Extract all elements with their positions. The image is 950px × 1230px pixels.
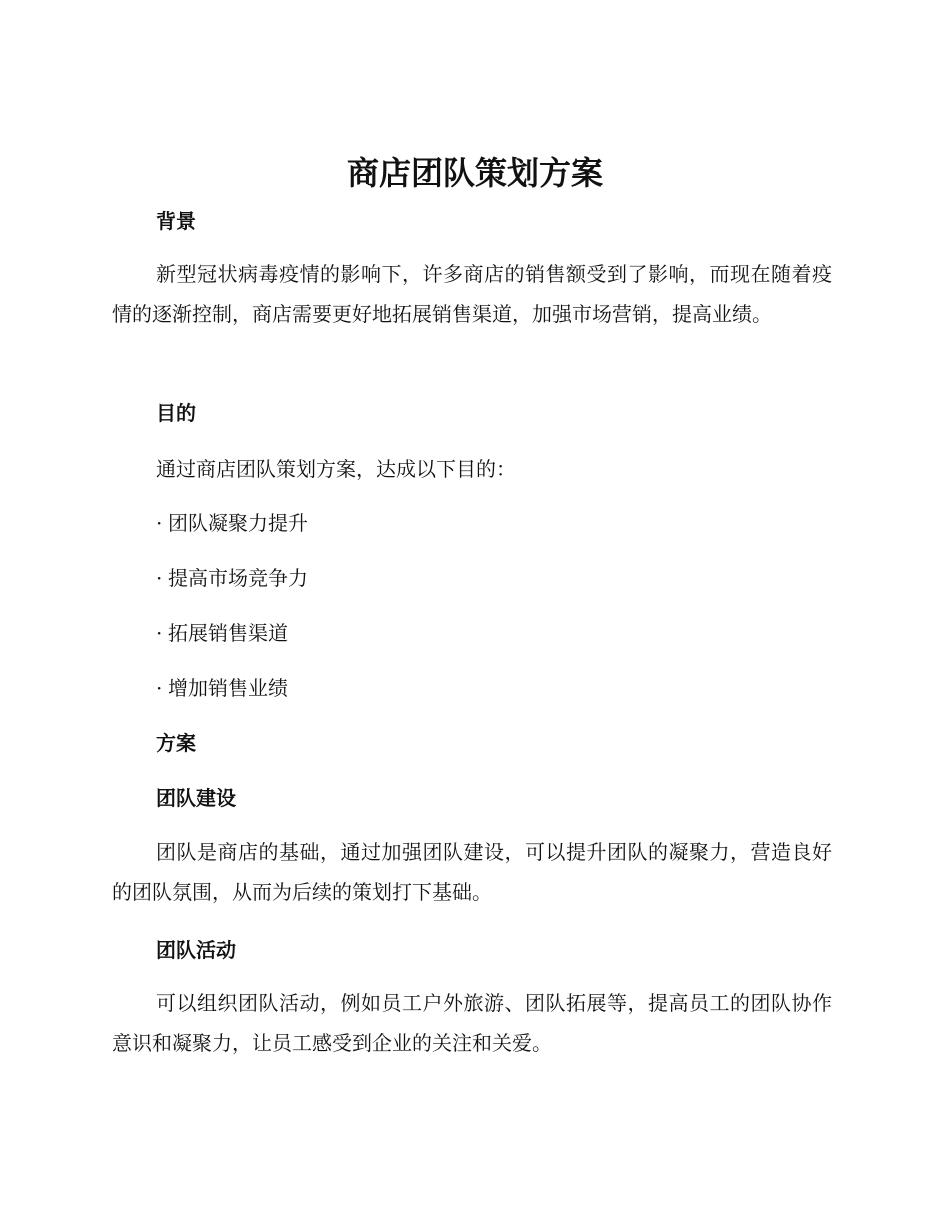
bullet-marker: · — [156, 511, 163, 535]
list-item-text: 提高市场竞争力 — [168, 566, 308, 590]
list-item — [156, 508, 308, 538]
heading-team-activity: 团队活动 — [156, 938, 236, 962]
paragraph-team-activity: 可以组织团队活动，例如员工户外旅游、团队拓展等，提高员工的团队协作意识和凝聚力，让员工感受到企业的关注和关爱。 — [112, 991, 832, 1055]
paragraph-background: 新型冠状病毒疫情的影响下，许多商店的销售额受到了影响，而现在随着疫情的逐渐控制，商店需要更好地拓展销售渠道，加强市场营销，提高业绩。 — [112, 262, 832, 326]
paragraph-team-building: 团队是商店的基础，通过加强团队建设，可以提升团队的凝聚力，营造良好的团队氛围，从而为后续的策划打下基础。 — [112, 840, 832, 904]
document-title: 商店团队策划方案 — [346, 154, 603, 192]
bullet-marker: · — [156, 676, 163, 700]
list-item — [156, 563, 308, 593]
heading-plan: 方案 — [156, 731, 196, 755]
list-item — [156, 673, 288, 703]
heading-purpose: 目的 — [156, 401, 196, 425]
heading-team-building: 团队建设 — [156, 786, 236, 810]
list-item-text: 增加销售业绩 — [168, 676, 288, 700]
list-item — [156, 618, 288, 648]
list-item-text: 拓展销售渠道 — [168, 621, 288, 645]
bullet-marker: · — [156, 566, 163, 590]
list-item-text: 团队凝聚力提升 — [168, 511, 308, 535]
paragraph-purpose-intro: 通过商店团队策划方案，达成以下目的： — [156, 457, 516, 481]
heading-background: 背景 — [156, 209, 196, 233]
bullet-marker: · — [156, 621, 163, 645]
